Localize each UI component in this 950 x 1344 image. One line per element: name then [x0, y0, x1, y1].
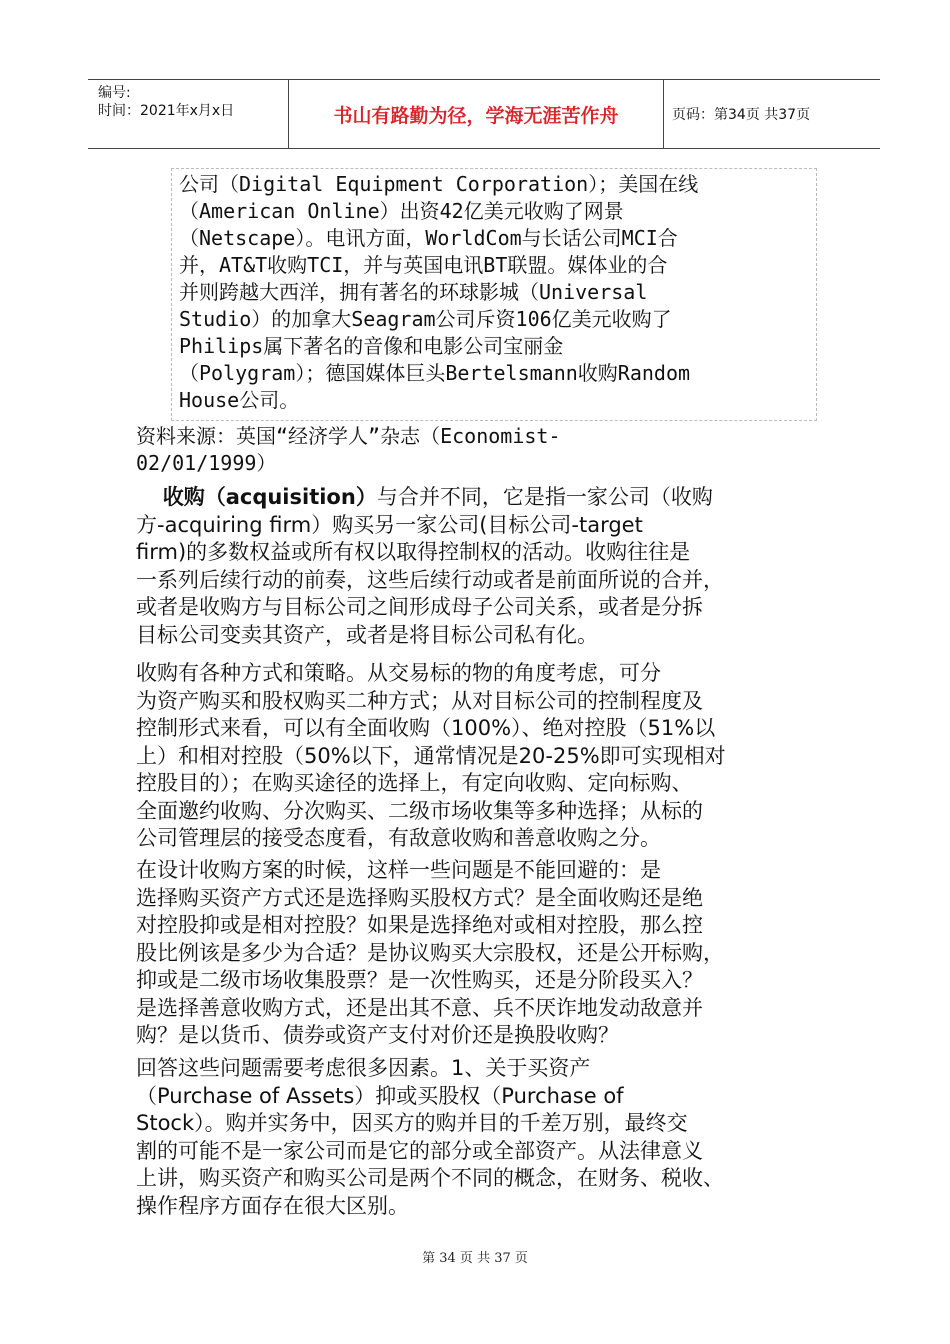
source-citation: 资料来源：英国“经济学人”杂志（Economist- 02/01/1999）	[136, 424, 561, 475]
paragraph-answers: 回答这些问题需要考虑很多因素。1、关于买资产 （Purchase of Assets）抑或买股权（Purchase of Stock）。购并实务中，因买方的购并目的千差万别，最终交 割的可能不是一家公司而是它的部分或全部资产。从法律意义 上讲，购买资产和购买公司是两个不同的概念，在财务、税收、 操作程序方面存在很大区别。	[136, 1056, 724, 1218]
paragraph-methods: 收购有各种方式和策略。从交易标的物的角度考虑，可分 为资产购买和股权购买二种方式；从对目标公司的控制程度及 控制形式来看，可以有全面收购（100%）、绝对控股（51%以 上）和相对控股（50%以下，通常情况是20-25%即可实现相对 控股目的）；在购买途径的选择上，有定向收购、定向标购、 全面邀约收购、分次购买、二级市场收集等多种选择；从标的 公司管理层的接受态度看，有敌意收购和善意收购之分。	[136, 661, 726, 850]
header-motto: 书山有路勤为径，学海无涯苦作舟	[289, 80, 664, 148]
page-header	[88, 79, 880, 149]
paragraph-questions: 在设计收购方案的时候，这样一些问题是不能回避的：是 选择购买资产方式还是选择购买股权方式？是全面收购还是绝 对控股抑或是相对控股？如果是选择绝对或相对控股，那么控 股比例该是多少为合适？是协议购买大宗股权，还是公开标购， 抑或是二级市场收集股票？是一次性购买，还是分阶段买入？ 是选择善意收购方式，还是出其不意、兵不厌诈地发动敌意并 购？是以货币、债券或资产支付对价还是换股收购？	[136, 858, 724, 1047]
header-meta	[88, 80, 289, 148]
term-acquisition: 收购（acquisition）	[162, 485, 377, 509]
paragraph-acquisition-text: 与合并不同，它是指一家公司（收购 方-acquiring firm）购买另一家公司(目标公司-target firm)的多数权益或所有权以取得控制权的活动。收购往往是 一系列后续行动的前奏，这些后续行动或者是前面所说的合并， 或者是收购方与目标公司之间形成母子公司关系，或者是分拆 目标公司变卖其资产，或者是将目标公司私有化。	[136, 485, 724, 647]
page-footer: 第 34 页 共 37 页	[422, 1251, 528, 1266]
time-label: 时间：2021年x月x日	[98, 103, 235, 119]
quote-box: 公司（Digital Equipment Corporation）；美国在线 （American Online）出资42亿美元收购了网景 （Netscape）。电讯方面，WorldCom与长话公司MCI合 并，AT&T收购TCI，并与英国电讯BT联盟。媒体业的合 并则跨越大西洋，拥有著名的环球影城（Universal Studio）的加拿大Seagram公司斥资106亿美元收购了 Philips属下著名的音像和电影公司宝丽金 （Polygram）；德国媒体巨头Bertelsmann收购Random House公司。	[171, 168, 817, 421]
paragraph-acquisition	[136, 484, 842, 649]
code-label: 编号:	[98, 85, 131, 101]
header-page-label: 页码：第34页 共37页	[672, 107, 811, 123]
